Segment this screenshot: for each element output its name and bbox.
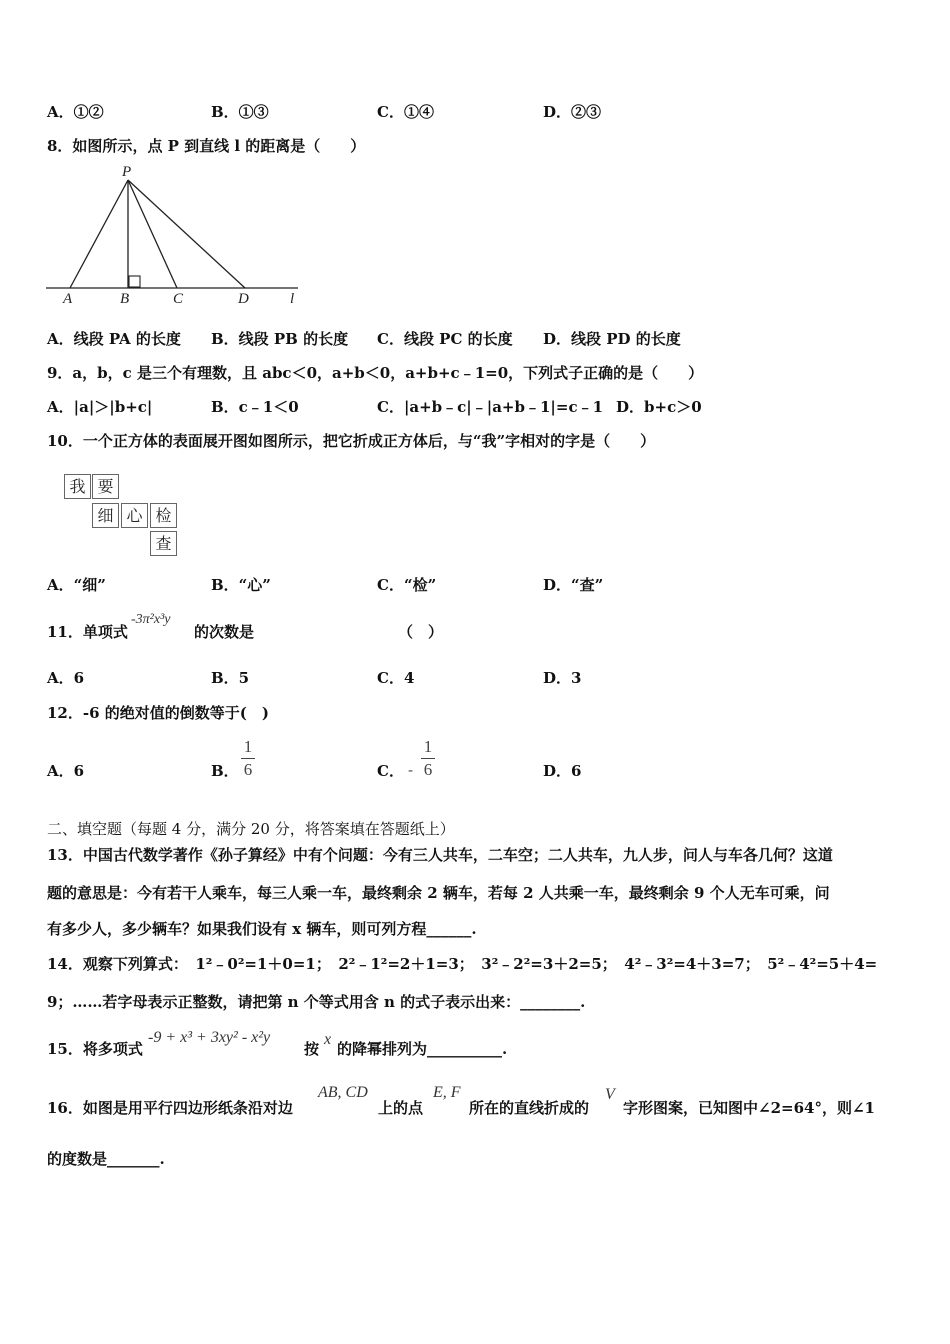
q7-option-c: C．①④ [377, 103, 434, 121]
fraction-numerator: 1 [243, 737, 253, 756]
q16-math-3: V [605, 1086, 615, 1103]
q12-stem: 12．-6 的绝对值的倒数等于( ) [47, 704, 269, 722]
q8-option-b: B．线段 PB 的长度 [211, 330, 349, 348]
q11-prefix: 11．单项式 [47, 623, 128, 641]
q11-expression: -3π²x³y [131, 612, 171, 627]
q10-option-c: C．“检” [377, 576, 437, 594]
q7-option-d: D．②③ [543, 103, 602, 121]
q13-line-2: 题的意思是：今有若干人乘车，每三人乘一车，最终剩余 2 辆车，若每 2 人共乘一车，最终剩余 9 个人无车可乘，问 [47, 884, 830, 902]
fraction-denominator: 6 [243, 760, 253, 779]
q12-option-b-fraction [241, 737, 255, 780]
q10-option-a: A．“细” [47, 576, 106, 594]
q8-label-b: B [120, 291, 130, 307]
q11-option-c: C．4 [377, 669, 415, 687]
q12-option-b-label: B． [211, 762, 239, 780]
net-cell: 我 [64, 474, 91, 499]
q11-option-a: A．6 [47, 669, 85, 687]
q10-option-b: B．“心” [211, 576, 271, 594]
q8-label-a: A [63, 291, 73, 307]
net-cell: 心 [121, 503, 148, 528]
q15-mid: 按 [304, 1040, 320, 1058]
q16-part-1: 16．如图是用平行四边形纸条沿对边 [47, 1099, 293, 1117]
q7-option-a: A．①② [47, 103, 104, 121]
q13-line-3: 有多少人，多少辆车？如果我们设有 x 辆车，则可列方程______. [47, 920, 477, 938]
q11-paren: （ ） [398, 623, 444, 641]
net-cell: 检 [150, 503, 177, 528]
q8-option-c: C．线段 PC 的长度 [377, 330, 513, 348]
q13-line-1: 13．中国古代数学著作《孙子算经》中有个问题：今有三人共车，二车空；二人共车，九人步，问人与车各几何？这道 [47, 846, 833, 864]
q11-suffix: 的次数是 [194, 623, 255, 641]
q8-option-a: A．线段 PA 的长度 [47, 330, 181, 348]
q14-line-1: 14．观察下列算式： 1²﹣0²=1＋0=1； 2²﹣1²=2＋1=3； 3²﹣2²=3＋2=5； 4²﹣3²=4＋3=7； 5²﹣4²=5＋4= [47, 955, 878, 973]
q10-cube-net [64, 474, 184, 559]
q8-label-l: l [290, 291, 295, 307]
q11-option-b: B．5 [211, 669, 250, 687]
q12-option-c-fraction [421, 737, 435, 780]
q15-suffix: 的降幂排列为__________. [337, 1040, 508, 1058]
q9-option-d: D．b+c＞0 [616, 398, 702, 416]
q8-stem: 8．如图所示，点 P 到直线 l 的距离是（ ） [47, 137, 366, 155]
q12-option-a: A．6 [47, 762, 85, 780]
q9-option-a: A．|a|＞|b+c| [47, 398, 153, 416]
q8-label-p: P [122, 164, 132, 180]
net-cell: 查 [150, 531, 177, 556]
q8-label-c: C [173, 291, 184, 307]
q15-expression: -9 + x³ + 3xy² - x²y [148, 1029, 271, 1046]
q12-option-c-minus: - [408, 761, 414, 779]
q14-line-2: 9；……若字母表示正整数，请把第 n 个等式用含 n 的式子表示出来：________. [47, 993, 586, 1011]
q8-option-d: D．线段 PD 的长度 [543, 330, 681, 348]
q16-math-1: AB, CD [318, 1084, 368, 1101]
fraction-numerator: 1 [423, 737, 433, 756]
q11-option-d: D．3 [543, 669, 582, 687]
q15-variable: x [324, 1031, 332, 1048]
q9-option-b: B．c﹣1＜0 [211, 398, 299, 416]
q12-option-c-label: C． [377, 762, 404, 780]
q10-stem: 10．一个正方体的表面展开图如图所示，把它折成正方体后，与“我”字相对的字是（ ） [47, 432, 656, 450]
q16-math-2: E, F [433, 1084, 461, 1101]
q9-option-c: C．|a+b﹣c|﹣|a+b﹣1|=c﹣1 [377, 398, 604, 416]
fraction-denominator: 6 [423, 760, 433, 779]
q10-option-d: D．“查” [543, 576, 604, 594]
q16-line-2: 的度数是_______. [47, 1150, 165, 1168]
q7-option-b: B．①③ [211, 103, 269, 121]
net-cell: 细 [92, 503, 119, 528]
q15-prefix: 15．将多项式 [47, 1040, 143, 1058]
q9-stem: 9．a，b，c 是三个有理数，且 abc＜0，a+b＜0，a+b+c﹣1=0，下列式子正确的是（ ） [47, 364, 704, 382]
q16-part-4: 字形图案，已知图中∠2=64°，则∠1 [623, 1099, 875, 1117]
q8-label-d: D [238, 291, 249, 307]
q12-option-d: D．6 [543, 762, 582, 780]
q8-figure [40, 162, 310, 310]
section-heading: 二、填空题（每题 4 分，满分 20 分，将答案填在答题纸上） [47, 820, 455, 838]
net-cell: 要 [92, 474, 119, 499]
q16-part-3: 所在的直线折成的 [469, 1099, 590, 1117]
q16-part-2: 上的点 [378, 1099, 424, 1117]
